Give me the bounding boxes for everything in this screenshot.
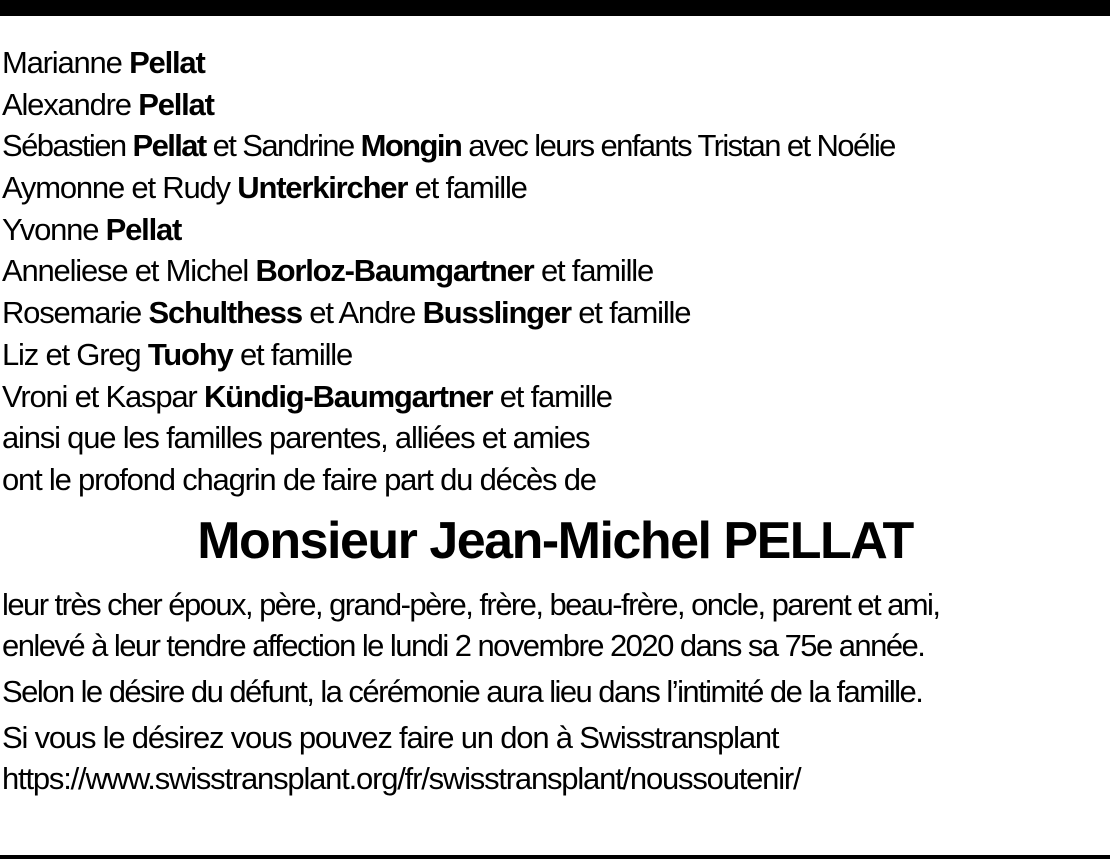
surname: Pellat	[138, 86, 214, 122]
deceased-name: Monsieur Jean-Michel PELLAT	[197, 511, 913, 570]
family-line	[2, 167, 1108, 209]
donation-url: https://www.swisstransplant.org/fr/swisstransplant/noussoutenir/	[2, 760, 801, 796]
top-rule	[0, 0, 1110, 16]
text-segment: Alexandre	[2, 86, 139, 122]
text-segment: et famille	[570, 295, 691, 331]
surname: Mongin	[360, 128, 462, 164]
family-line	[2, 84, 1108, 126]
surname: Pellat	[129, 45, 205, 80]
surname: Schulthess	[148, 295, 302, 331]
bottom-rule	[0, 855, 1110, 859]
family-line	[2, 417, 1108, 459]
surname: Unterkircher	[237, 170, 408, 206]
text-segment: Aymonne et Rudy	[2, 170, 238, 206]
surname: Pellat	[132, 128, 206, 164]
family-line	[2, 459, 1108, 501]
text-segment: et Sandrine	[205, 128, 361, 164]
surname: Busslinger	[422, 295, 571, 331]
text-segment: et famille	[232, 336, 352, 372]
text-segment: Vroni et Kaspar	[2, 378, 204, 414]
family-list	[2, 42, 1108, 501]
text-segment: Marianne	[2, 45, 130, 80]
text-segment: ont le profond chagrin de faire part du décès de	[2, 461, 596, 497]
surname: Borloz-Baumgartner	[255, 253, 534, 289]
family-line	[2, 209, 1108, 251]
family-line	[2, 376, 1108, 418]
surname: Pellat	[105, 211, 182, 247]
text-segment: Sébastien	[2, 128, 133, 164]
family-line	[2, 250, 1108, 292]
text-segment: et Andre	[301, 295, 423, 331]
family-line	[2, 292, 1108, 334]
text-segment: ainsi que les familles parentes, alliées et amies	[2, 420, 590, 456]
ceremony-text: Selon le désire du défunt, la cérémonie aura lieu dans l’intimité de la famille.	[2, 673, 923, 709]
text-segment: Liz et Greg	[2, 336, 148, 372]
family-line	[2, 334, 1108, 376]
text-segment: et famille	[407, 170, 527, 206]
text-segment: et famille	[533, 253, 653, 289]
text-segment: et famille	[492, 378, 612, 414]
surname: Kündig-Baumgartner	[203, 378, 493, 414]
text-segment: Anneliese et Michel	[2, 253, 256, 289]
text-segment: avec leurs enfants Tristan et Noélie	[461, 128, 895, 164]
tribute-line-2: enlevé à leur tendre affection le lundi 2 novembre 2020 dans sa 75e année.	[2, 627, 925, 663]
text-segment: Yvonne	[2, 211, 106, 247]
text-segment: Rosemarie	[2, 295, 149, 331]
surname: Tuohy	[147, 336, 233, 372]
tribute-line-1: leur très cher époux, père, grand-père, frère, beau-frère, oncle, parent et ami,	[2, 586, 940, 622]
donation-text: Si vous le désirez vous pouvez faire un don à Swisstransplant	[2, 719, 779, 755]
family-line	[2, 42, 1108, 84]
family-line	[2, 125, 1108, 167]
obituary-notice	[2, 42, 1108, 799]
